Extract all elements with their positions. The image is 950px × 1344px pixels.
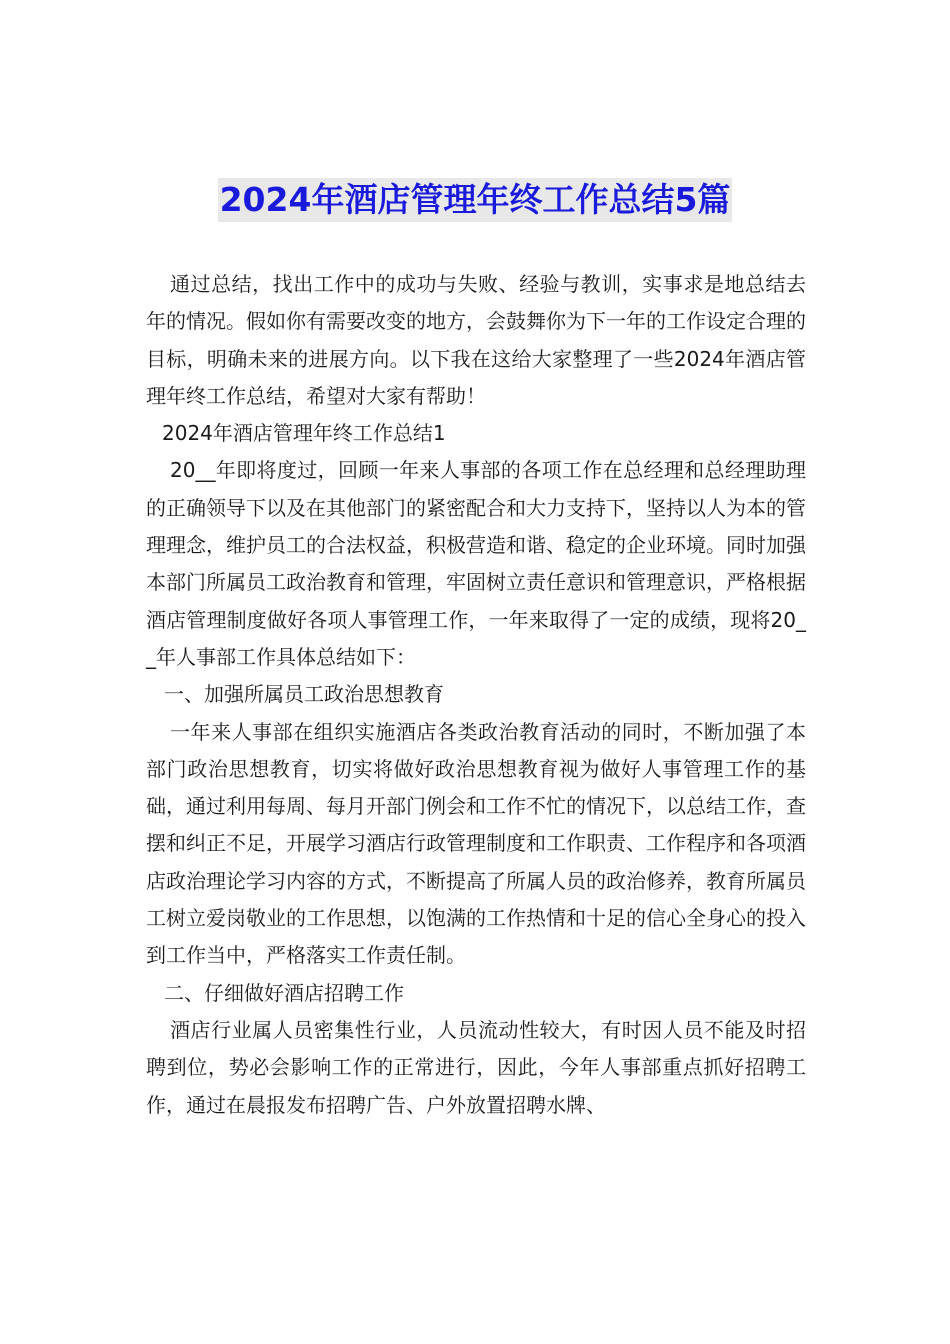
intro-paragraph: 通过总结，找出工作中的成功与失败、经验与教训，实事求是地总结去年的情况。假如你有需要改变的地方，会鼓舞你为下一年的工作设定合理的目标，明确未来的进展方向。以下我在这给大家整理了一些2024年酒店管理年终工作总结，希望对大家有帮助！ [146, 272, 806, 408]
title-wrap [0, 178, 950, 222]
body-paragraph: 20__年即将度过，回顾一年来人事部的各项工作在总经理和总经理助理的正确领导下以及在其他部门的紧密配合和大力支持下，坚持以人为本的管理理念，维护员工的合法权益，积极营造和谐、稳定的企业环境。同时加强本部门所属员工政治教育和管理，牢固树立责任意识和管理意识，严格根据酒店管理制度做好各项人事管理工作，一年来取得了一定的成绩，现将20__年人事部工作具体总结如下： [146, 458, 806, 669]
section-subtitle: 2024年酒店管理年终工作总结1 [162, 421, 446, 446]
section-heading: 一、加强所属员工政治思想教育 [164, 682, 444, 707]
section-heading: 二、仔细做好酒店招聘工作 [164, 980, 404, 1005]
document-body [146, 266, 806, 1124]
body-paragraph: 酒店行业属人员密集性行业，人员流动性较大，有时因人员不能及时招聘到位，势必会影响工作的正常进行，因此，今年人事部重点抓好招聘工作，通过在晨报发布招聘广告、户外放置招聘水牌、 [146, 1017, 806, 1117]
body-paragraph: 一年来人事部在组织实施酒店各类政治教育活动的同时，不断加强了本部门政治思想教育，切实将做好政治思想教育视为做好人事管理工作的基础，通过利用每周、每月开部门例会和工作不忙的情况下，以总结工作，查摆和纠正不足，开展学习酒店行政管理制度和工作职责、工作程序和各项酒店政治理论学习内容的方式，不断提高了所属人员的政治修养，教育所属员工树立爱岗敬业的工作思想，以饱满的工作热情和十足的信心全身心的投入到工作当中，严格落实工作责任制。 [146, 719, 806, 968]
document-title: 2024年酒店管理年终工作总结5篇 [218, 178, 733, 222]
